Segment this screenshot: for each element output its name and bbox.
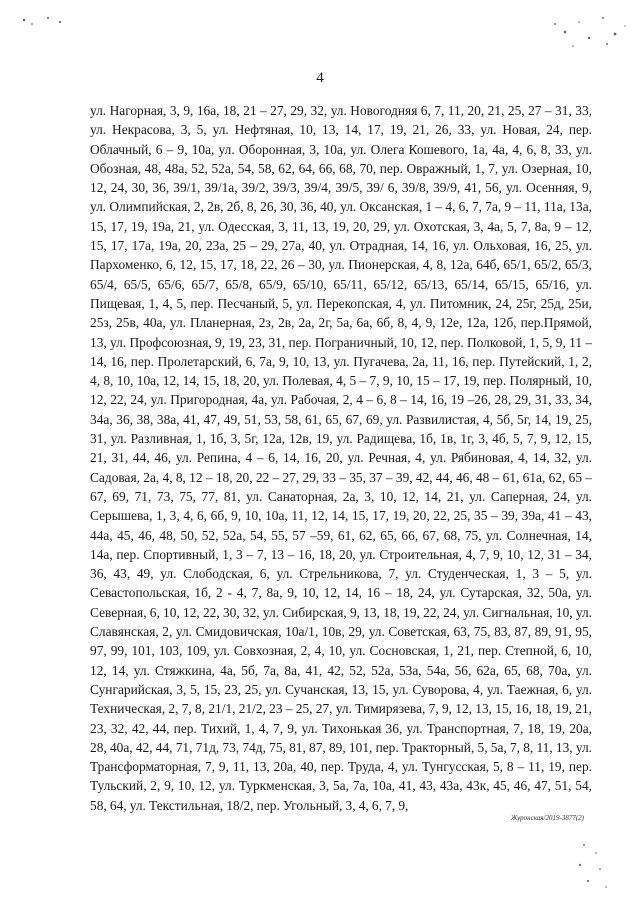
scan-noise-bottom-right (570, 835, 630, 900)
page-number: 4 (316, 70, 324, 86)
scan-noise-top-right (545, 4, 635, 54)
address-list-paragraph: ул. Нагорная, 3, 9, 16а, 18, 21 – 27, 29, 32, ул. Новогодняя 6, 7, 11, 20, 21, 25, 27 – 31, 33, ул. Некрасова, 3, 5, ул. Нефтяная, 10, 13, 14, 17, 19, 21, 26, 33, ул. Новая, 24, пер. Облачный, 6 – 9, 10а, ул. Оборонная, 3, 10а, ул. Олега Кошевого, 1а, 4а, 4, 6, 8, 33, ул. Обозная, 48, 48а, 52, 52а, 54, 58, 62, 64, 66, 68, 70, пер. Овражный, 1, 7, ул. Озерная, 10, 12, 24, 30, 36, 39/1, 39/1а, 39/2, 39/3, 39/4, 39/5, 39/ 6, 39/8, 39/9, 41, 56, ул. Осенняя, 9, ул. Олимпийская, 2, 2в, 2б, 8, 26, 30, 36, 40, ул. Оксанская, 1 – 4, 6, 7, 7а, 9 – 11, 11а, 13а, 15, 17, 19, 19а, 21, ул. Одесская, 3, 11, 13, 19, 20, 29, ул. Охотская, 3, 4а, 5, 7, 8а, 9 – 12, 15, 17, 17а, 19а, 20, 23а, 25 – 29, 27а, 40, ул. Отрадная, 14, 16, ул. Ольховая, 16, 25, ул. Пархоменко, 6, 12, 15, 17, 18, 22, 26 – 30, ул. Пионерская, 4, 8, 12а, 64б, 65/1, 65/2, 65/3, 65/4, 65/5, 65/6, 65/7, 65/8, 65/9, 65/10, 65/11, 65/12, 65/13, 65/14, 65/15, 65/16, ул. Пищевая, 1, 4, 5, пер. Песчаный, 5, ул. Перекопская, 4, ул. Питомник, 24, 25г, 25д, 25и, 25з, 25в, 40а, ул. Планерная, 2з, 2в, 2а, 2г, 5а, 6а, 6б, 8, 4, 9, 12е, 12а, 12б, пер.Прямой, 13, ул. Профсоюзная, 9, 19, 23, 31, пер. Пограничный, 10, 12, пер. Полковой, 1, 5, 9, 11 – 14, 16, пер. Пролетарский, 6, 7а, 9, 10, 13, ул. Пугачева, 2а, 11, 16, пер. Путейский, 1, 2, 4, 8, 10, 10а, 12, 14, 15, 18, 20, ул. Полевая, 4, 5 – 7, 9, 10, 15 – 17, 19, пер. Полярный, 10, 12, 22, 24, ул. Пригородная, 4а, ул. Рабочая, 2, 4 – 6, 8 – 14, 16, 19 –26, 28, 29, 31, 33, 34, 34а, 36, 38, 38а, 41, 47, 49, 51, 53, 58, 61, 65, 67, 69, ул. Развилистая, 4, 5б, 5г, 14, 19, 25, 31, ул. Разливная, 1, 1б, 3, 5г, 12а, 12в, 19, ул. Радищева, 1б, 1в, 1г, 3, 4б, 5, 7, 9, 12, 15, 21, 31, 44, 46, ул. Репина, 4 – 6, 14, 16, 20, ул. Речная, 4, ул. Рябиновая, 4, 14, 32, ул. Садовая, 2а, 4, 8, 12 – 18, 20, 22 – 27, 29, 33 – 35, 37 – 39, 42, 44, 46, 48 – 61, 61а, 62, 65 – 67, 69, 71, 73, 75, 77, 81, ул. Санаторная, 2а, 3, 10, 12, 14, 21, ул. Саперная, 24, ул. Серышева, 1, 3, 4, 6, 6б, 9, 10, 10а, 11, 12, 14, 15, 17, 19, 20, 22, 25, 35 – 39, 39а, 41 – 43, 44а, 45, 46, 48, 50, 52, 52а, 54, 55, 57 –59, 61, 62, 65, 66, 67, 68, 75, ул. Солнечная, 14, 14а, пер. Спортивный, 1, 3 – 7, 13 – 16, 18, 20, ул. Строительная, 4, 7, 9, 10, 12, 31 – 34, 36, 43, 49, ул. Слободская, 6, ул. Стрельникова, 7, ул. Студенческая, 1, 3 – 5, ул. Севастопольская, 1б, 2 - 4, 7, 8а, 9, 10, 12, 14, 16 – 18, 24, ул. Сутарская, 32, 50а, ул. Северная, 6, 10, 12, 22, 30, 32, ул. Сибирская, 9, 13, 18, 19, 22, 24, ул. Сигнальная, 10, ул. Славянская, 2, ул. Смидовичская, 10а/1, 10в, 29, ул. Советская, 63, 75, 83, 87, 89, 91, 95, 97, 99, 101, 103, 109, ул. Совхозная, 2, 4, 10, ул. Сосновская, 1, 21, пер. Степной, 6, 10, 12, 14, ул. Стяжкина, 4а, 5б, 7а, 8а, 41, 42, 52, 52а, 53а, 54а, 56, 62а, 65, 68, 70а, ул. Сунгарийская, 3, 5, 15, 23, 25, ул. Сучанская, 13, 15, ул. Суворова, 4, ул. Таежная, 6, ул. Техническая, 2, 7, 8, 21/1, 21/2, 23 – 25, 27, ул. Тимирязева, 7, 9, 12, 13, 15, 16, 18, 19, 21, 23, 32, 42, 44, пер. Тихий, 1, 4, 7, 9, ул. Тихонькая 36, ул. Транспортная, 7, 18, 19, 20а, 28, 40а, 42, 44, 71, 71д, 73, 74д, 75, 81, 87, 89, 101, пер. Тракторный, 5, 5а, 7, 8, 11, 13, ул. Трансформаторная, 7, 9, 11, 13, 20а, 40, пер. Труда, 4, ул. Тунгусская, 5, 8 – 11, 19, пер. Тульский, 2, 9, 10, 12, ул. Туркменская, 3, 5а, 7а, 10а, 41, 43, 43а, 43к, 45, 46, 47, 51, 54, 58, 64, ул. Текстильная, 18/2, пер. Угольный, 3, 4, 6, 7, 9, (90, 103, 592, 813)
scan-noise-top-left (20, 12, 70, 32)
document-reference: Журонская/2019-3877(2) (510, 814, 584, 822)
